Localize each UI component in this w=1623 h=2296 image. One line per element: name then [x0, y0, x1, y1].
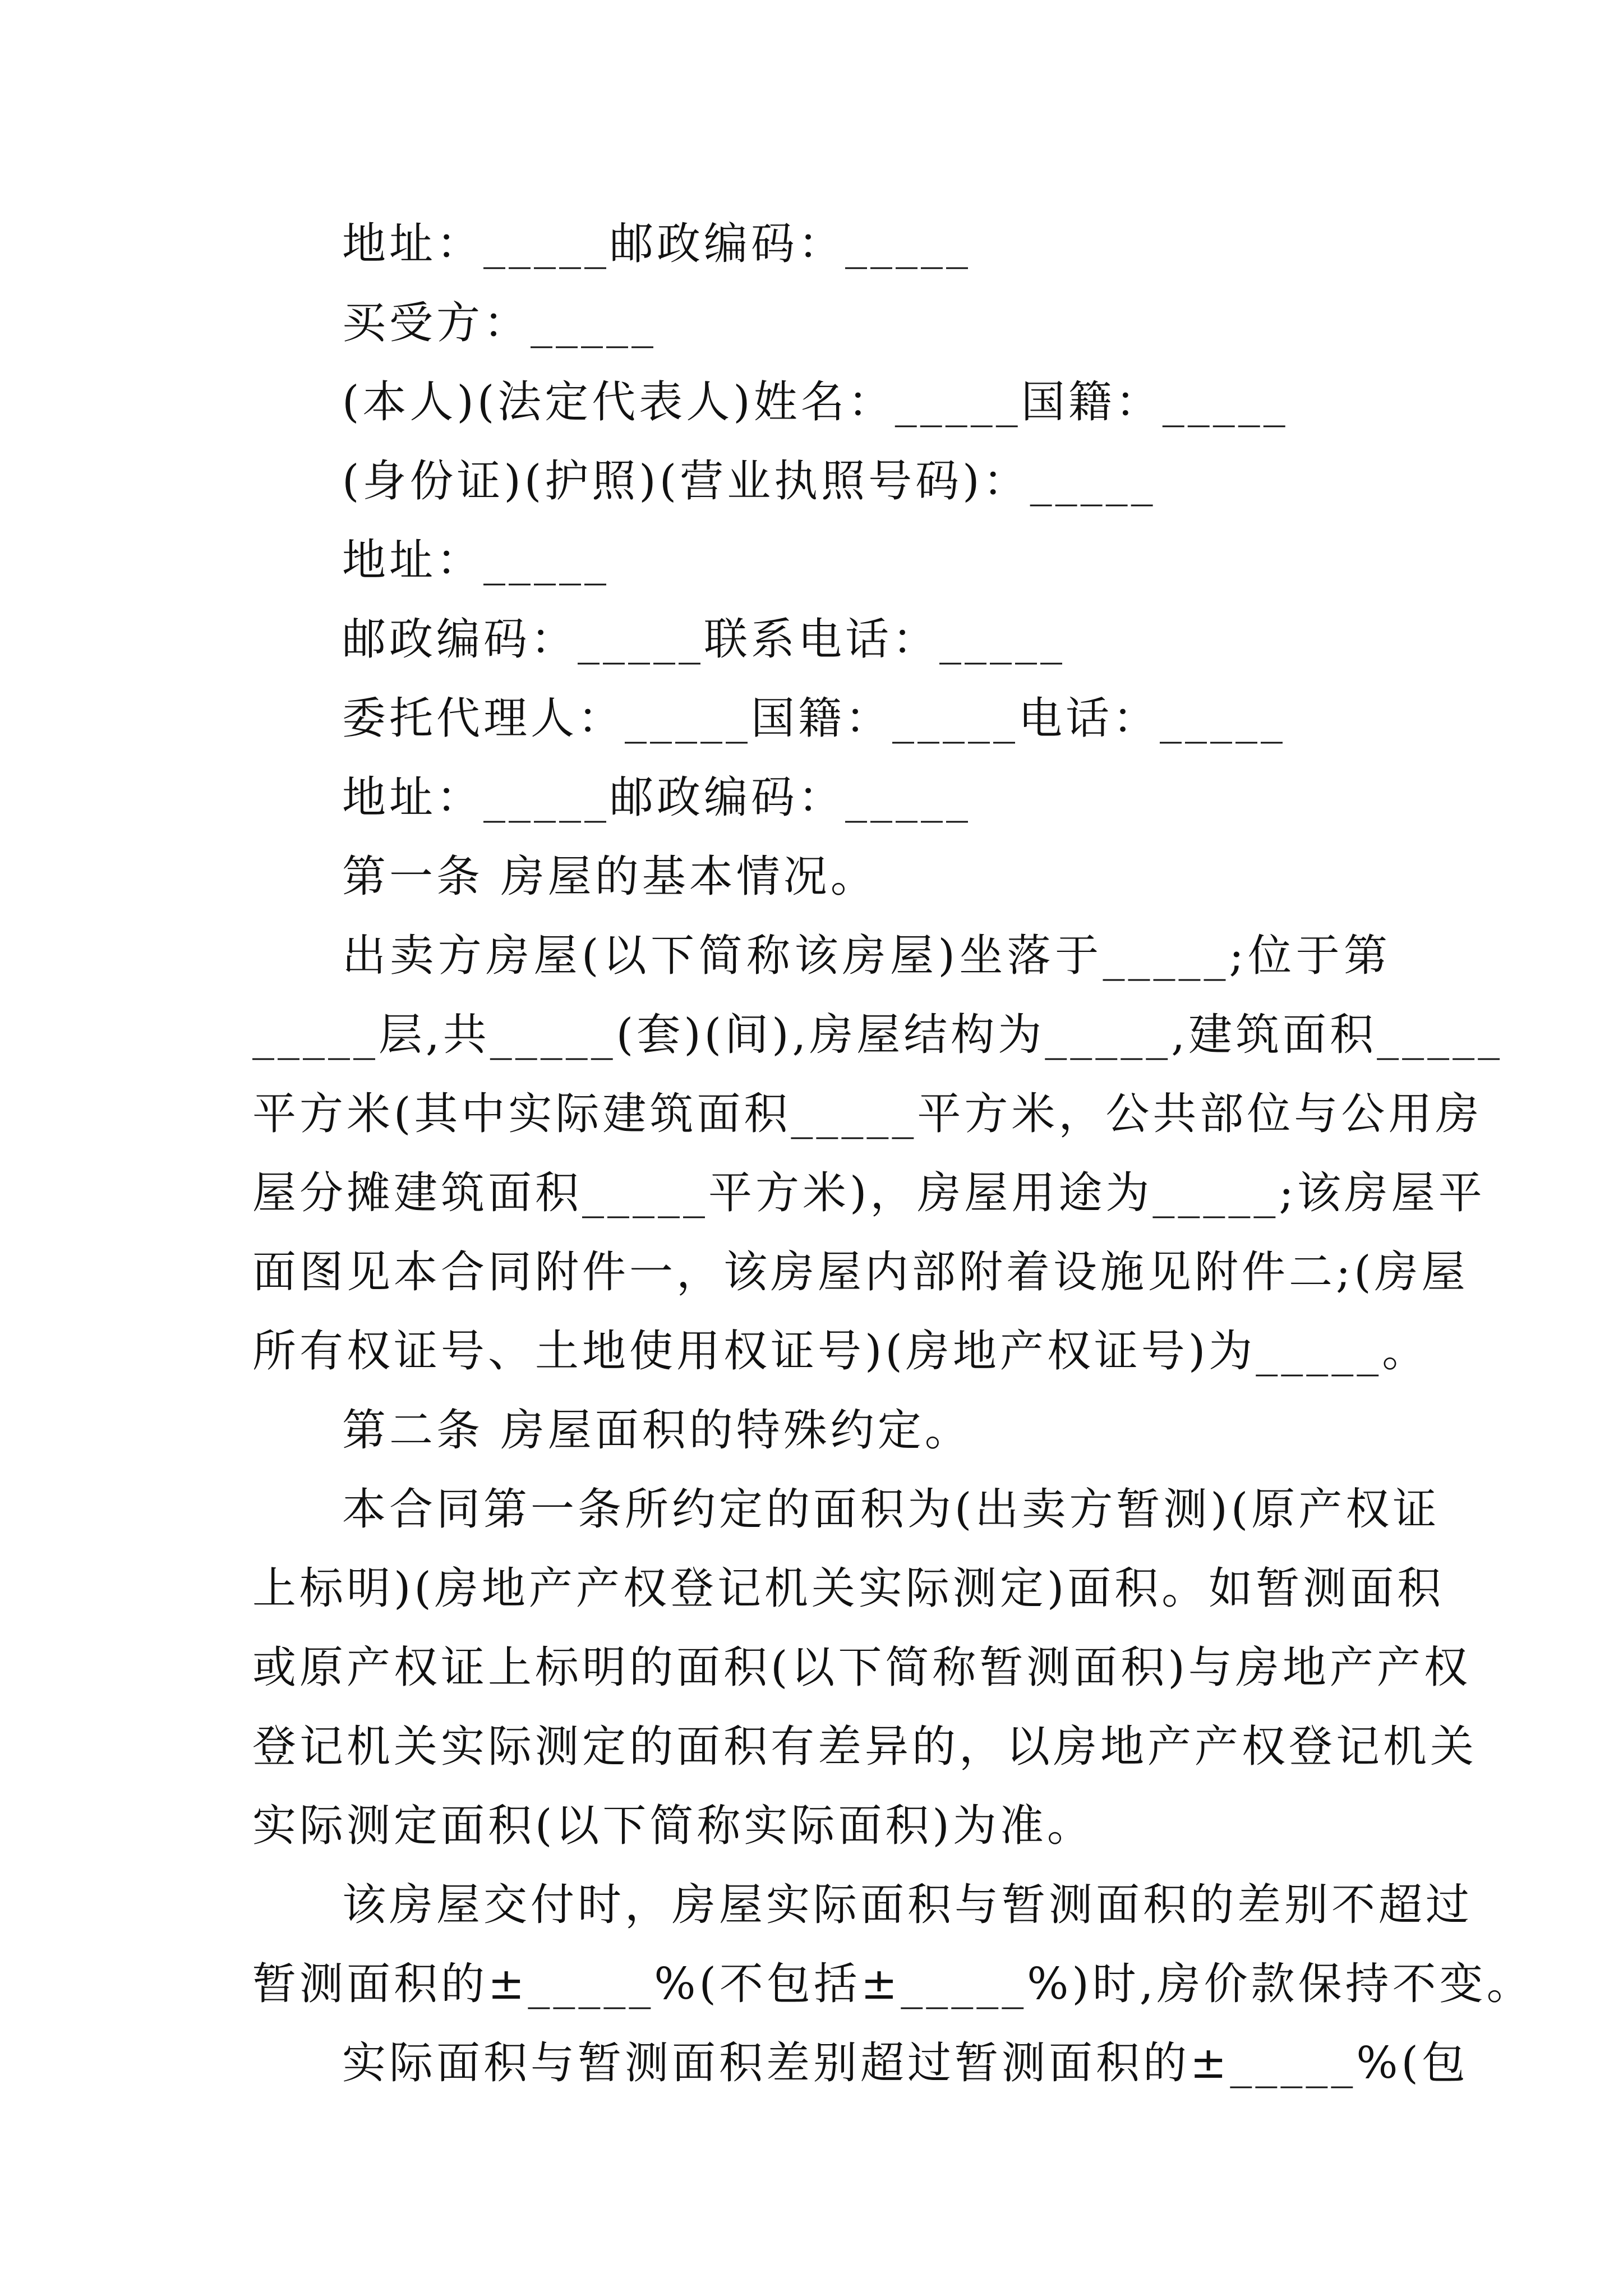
article1-line-2: _____层,共_____(套)(间),房屋结构为_____,建筑面积_____: [252, 1010, 1504, 1060]
document-body: [252, 205, 1534, 2103]
buyer-line: 买受方：_____: [342, 298, 657, 348]
article2-p3-line-1: 实际面积与暂测面积差别超过暂测面积的±_____%(包: [342, 2038, 1469, 2088]
article2-p2-line-2: 暂测面积的±_____%(不包括±_____%)时,房价款保持不变。: [252, 1959, 1534, 2009]
article2-p2-line-1: 该房屋交付时，房屋实际面积与暂测面积的差别不超过: [342, 1880, 1473, 1930]
article2-p1-line-2: 上标明)(房地产产权登记机关实际测定)面积。如暂测面积: [252, 1563, 1445, 1614]
agent-address-line: 地址：_____邮政编码：_____: [342, 772, 972, 823]
buyer-name-nationality-line: (本人)(法定代表人)姓名：_____国籍：_____: [342, 377, 1289, 427]
article1-line-1: 出卖方房屋(以下简称该房屋)坐落于_____;位于第: [342, 931, 1391, 981]
buyer-address-line: 地址：_____: [342, 535, 610, 586]
article1-line-5: 面图见本合同附件一，该房屋内部附着设施见附件二;(房屋: [252, 1247, 1469, 1297]
article1-line-4: 屋分摊建筑面积_____平方米)，房屋用途为_____;该房屋平: [252, 1168, 1486, 1218]
article2-paragraph-1: [252, 1470, 1478, 1866]
article1-line-3: 平方米(其中实际建筑面积_____平方米，公共部位与公用房: [252, 1089, 1483, 1139]
article1-paragraph: [252, 917, 1504, 1391]
article2-p1-line-5: 实际测定面积(以下简称实际面积)为准。: [252, 1801, 1094, 1851]
article1-line-6: 所有权证号、土地使用权证号)(房地产权证号)为_____。: [252, 1326, 1430, 1377]
article2-paragraph-2: [252, 1866, 1534, 2024]
article2-p1-line-4: 登记机关实际测定的面积有差异的，以房地产产权登记机关: [252, 1722, 1478, 1772]
seller-address-line: 地址：_____邮政编码：_____: [342, 219, 972, 269]
article2-p1-line-3: 或原产权证上标明的面积(以下简称暂测面积)与房地产产权: [252, 1642, 1471, 1693]
agent-line: 委托代理人：_____国籍：_____电话：_____: [342, 693, 1287, 744]
buyer-id-line: (身份证)(护照)(营业执照号码)：_____: [342, 456, 1156, 507]
buyer-postcode-phone-line: 邮政编码：_____联系电话：_____: [342, 614, 1066, 665]
article2-paragraph-3: [252, 2024, 1469, 2103]
article2-p1-line-1: 本合同第一条所约定的面积为(出卖方暂测)(原产权证: [342, 1484, 1440, 1535]
article2-heading: 第二条 房屋面积的特殊约定。: [342, 1405, 972, 1456]
article1-heading: 第一条 房屋的基本情况。: [342, 852, 878, 902]
